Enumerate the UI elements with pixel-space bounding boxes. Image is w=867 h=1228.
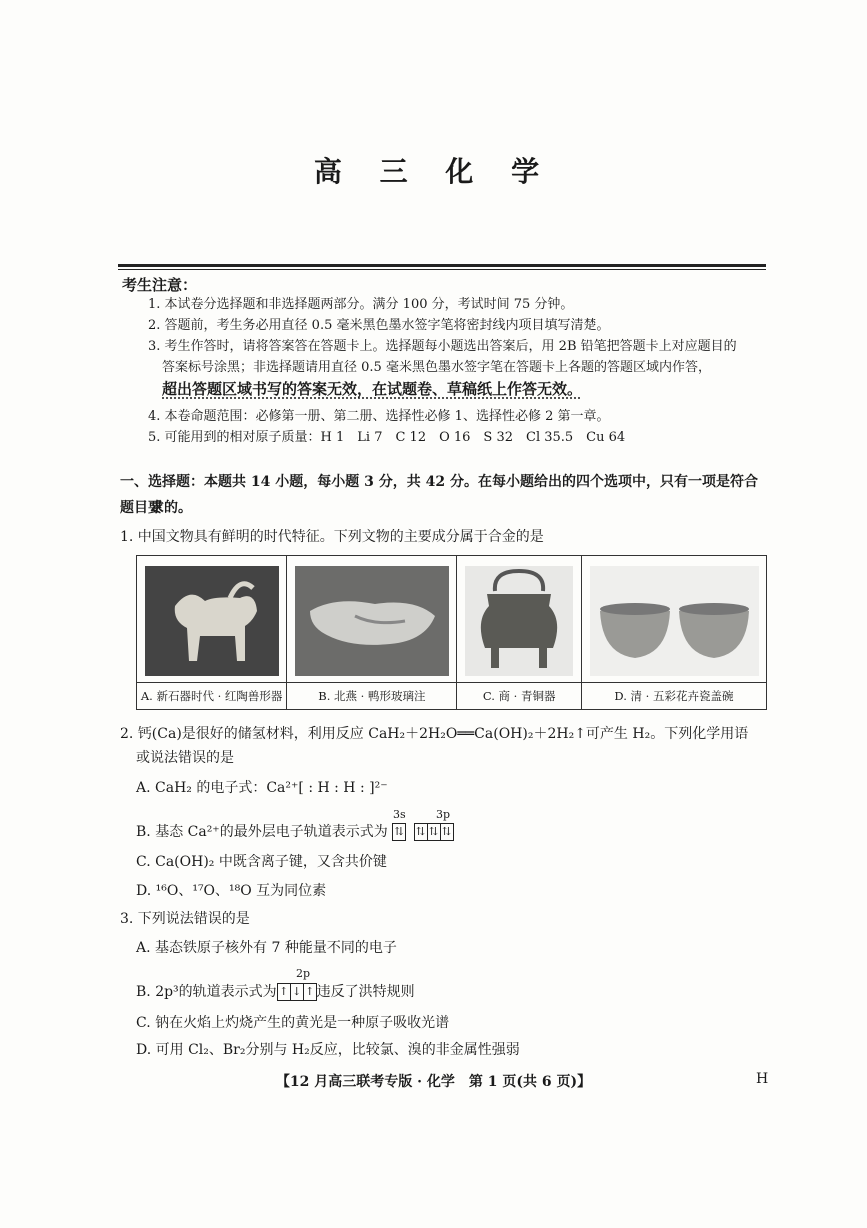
q3-option-b-text: B. 2p³的轨道表示式为 [136,984,277,1000]
notice-item: 2. 答题前，考生务必用直径 0.5 毫米黑色墨水签字笔将密封线内项目填写清楚。 [148,318,610,333]
q3-2p-label: 2p [296,967,311,980]
q2-option-b-text: B. 基态 Ca²⁺的最外层电子轨道表示式为 [136,824,388,840]
notice-heading: 考生注意： [122,276,198,294]
q1-option-b [287,556,457,709]
q3-option-c: C. 钠在火焰上灼烧产生的黄光是一种原子吸收光谱 [136,1015,450,1031]
q2-option-c: C. Ca(OH)₂ 中既含离子键，又含共价键 [136,854,387,870]
q1-option-a-label: A. 新石器时代 · 红陶兽形器 [137,682,286,709]
section-heading: 一、选择题：本题共 14 小题，每小题 3 分，共 42 分。在每小题给出的四个选项中，只有一项是符合题目要 [120,474,758,516]
orbital-3p-box: ⇅ ⇅ ⇅ [414,823,454,841]
q2-3s-label: 3s [393,808,406,821]
q1-option-d-label: D. 清 · 五彩花卉瓷盖碗 [582,682,766,709]
notice-item: 5. 可能用到的相对原子质量：H 1 Li 7 C 12 O 16 S 32 Cl 35.5 Cu 64 [148,430,626,445]
paper-code: H [756,1071,769,1087]
q2-option-b [136,820,766,844]
q1-stem: 1. 中国文物具有鲜明的时代特征。下列文物的主要成分属于合金的是 [120,529,544,545]
q2-stem: 2. 钙(Ca)是很好的储氢材料，利用反应 CaH₂＋2H₂O══Ca(OH)₂＋2H₂↑可产生 H₂。下列化学用语 [120,726,749,742]
porcelain-bowls-image [590,566,759,676]
q1-option-a [137,556,287,709]
page-footer: 【12 月高三联考专版 · 化学 第 1 页(共 6 页)】 [275,1074,592,1090]
pottery-animal-image [145,566,279,676]
q1-option-d [582,556,766,709]
q1-option-c-label: C. 商 · 青铜器 [457,682,580,709]
q2-option-a: A. CaH₂ 的电子式：Ca²⁺[ : H : H : ]²⁻ [136,780,388,796]
q1-image-table [136,555,767,710]
divider-thick [118,264,766,267]
glass-duck-vessel-image [295,566,449,676]
notice-item: 4. 本卷命题范围：必修第一册、第二册、选择性必修 1、选择性必修 2 第一章。 [148,409,610,424]
orbital-2p-box: ↑ ↓ ↑ [277,983,317,1001]
q3-option-a: A. 基态铁原子核外有 7 种能量不同的电子 [136,940,397,956]
notice-item: 1. 本试卷分选择题和非选择题两部分。满分 100 分，考试时间 75 分钟。 [148,297,574,312]
notice-item: 答案标号涂黑；非选择题请用直径 0.5 毫米黑色墨水签字笔在答题卡上各题的答题区域内作答， [162,360,711,375]
divider-thin [118,269,766,270]
q3-option-b [136,980,766,1004]
q3-option-b-text-end: 违反了洪特规则 [316,984,415,1000]
bronze-vessel-image [465,566,573,676]
section-heading-cont: 求的。 [150,500,192,516]
q3-stem: 3. 下列说法错误的是 [120,911,250,927]
q2-stem-cont: 或说法错误的是 [136,750,234,766]
q1-option-b-label: B. 北燕 · 鸭形玻璃注 [287,682,456,709]
q2-3p-label: 3p [436,808,451,821]
q3-option-d: D. 可用 Cl₂、Br₂分别与 H₂反应，比较氯、溴的非金属性强弱 [136,1042,520,1058]
notice-item-emphasis: 超出答题区域书写的答案无效，在试题卷、草稿纸上作答无效。 [162,380,583,398]
q2-option-d: D. ¹⁶O、¹⁷O、¹⁸O 互为同位素 [136,883,327,899]
orbital-3s-box: ⇅ [392,823,406,841]
page-title: 高 三 化 学 [313,155,554,188]
q1-option-c [457,556,581,709]
notice-item: 3. 考生作答时，请将答案答在答题卡上。选择题每小题选出答案后，用 2B 铅笔把答题卡上对应题目的 [148,339,737,354]
